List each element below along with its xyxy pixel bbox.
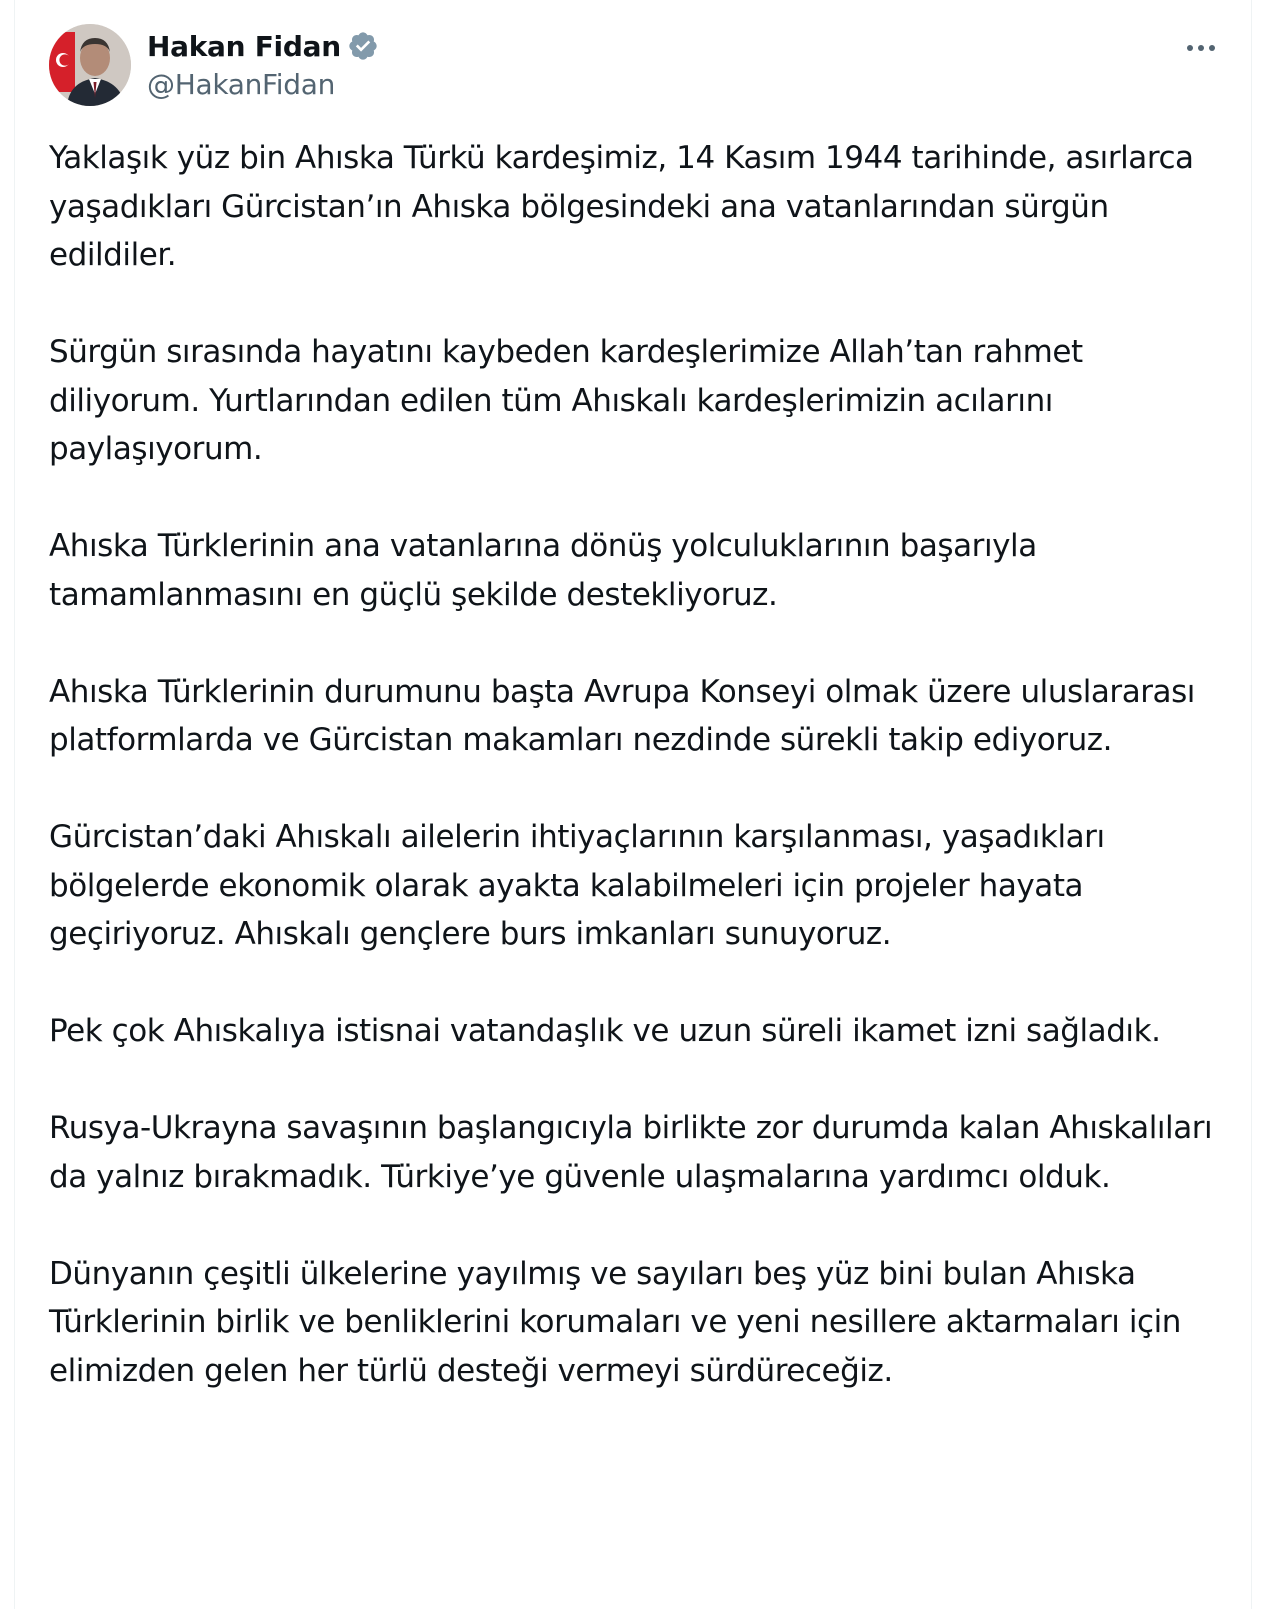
tweet-card <box>14 0 1252 1609</box>
tweet-paragraph: Gürcistan’daki Ahıskalı ailelerin ihtiyaçlarının karşılanması, yaşadıkları bölgelerde ekonomik olarak ayakta kalabilmeleri için projeler hayata geçiriyoruz. Ahıskalı gençlere burs imkanları sunuyoruz. <box>49 819 1105 952</box>
tweet-header <box>49 24 1223 108</box>
more-options-icon <box>1187 45 1193 51</box>
profile-photo-icon <box>49 24 131 106</box>
tweet-paragraph: Ahıska Türklerinin durumunu başta Avrupa Konseyi olmak üzere uluslararası platformlarda ve Gürcistan makamları nezdinde sürekli takip ediyoruz. <box>49 673 1195 758</box>
author-name[interactable]: Hakan Fidan <box>147 29 341 63</box>
tweet-paragraph: Dünyanın çeşitli ülkelerine yayılmış ve sayıları beş yüz bini bulan Ahıska Türklerinin birlik ve benliklerini korumaları ve yeni nesillere aktarmaları için elimizden gelen her türlü desteği vermeyi sürdüreceğiz. <box>49 1255 1181 1389</box>
verified-badge-icon[interactable] <box>347 30 379 62</box>
tweet-paragraph: Yaklaşık yüz bin Ahıska Türkü kardeşimiz, 14 Kasım 1944 tarihinde, asırlarca yaşadıkları Gürcistan’ın Ahıska bölgesindeki ana vatanlarından sürgün edildiler. <box>49 140 1194 273</box>
more-options-icon <box>1209 45 1215 51</box>
author-block <box>147 26 379 101</box>
more-options-icon <box>1198 45 1204 51</box>
tweet-paragraph: Ahıska Türklerinin ana vatanlarına dönüş yolculuklarının başarıyla tamamlanmasını en güçlü şekilde destekliyoruz. <box>49 528 1037 613</box>
tweet-paragraph: Sürgün sırasında hayatını kaybeden kardeşlerimize Allah’tan rahmet diliyorum. Yurtlarından edilen tüm Ahıskalı kardeşlerimizin acılarını paylaşıyorum. <box>49 334 1083 467</box>
tweet-text <box>49 134 1229 1395</box>
avatar[interactable] <box>49 24 131 106</box>
name-row <box>147 26 379 66</box>
tweet-paragraph: Pek çok Ahıskalıya istisnai vatandaşlık ve uzun süreli ikamet izni sağladık. <box>49 1013 1161 1049</box>
more-options-button[interactable] <box>1179 28 1223 68</box>
tweet-paragraph: Rusya-Ukrayna savaşının başlangıcıyla birlikte zor durumda kalan Ahıskalıları da yalnız bırakmadık. Türkiye’ye güvenle ulaşmalarına yardımcı olduk. <box>49 1110 1213 1195</box>
author-handle[interactable]: @HakanFidan <box>147 68 336 101</box>
